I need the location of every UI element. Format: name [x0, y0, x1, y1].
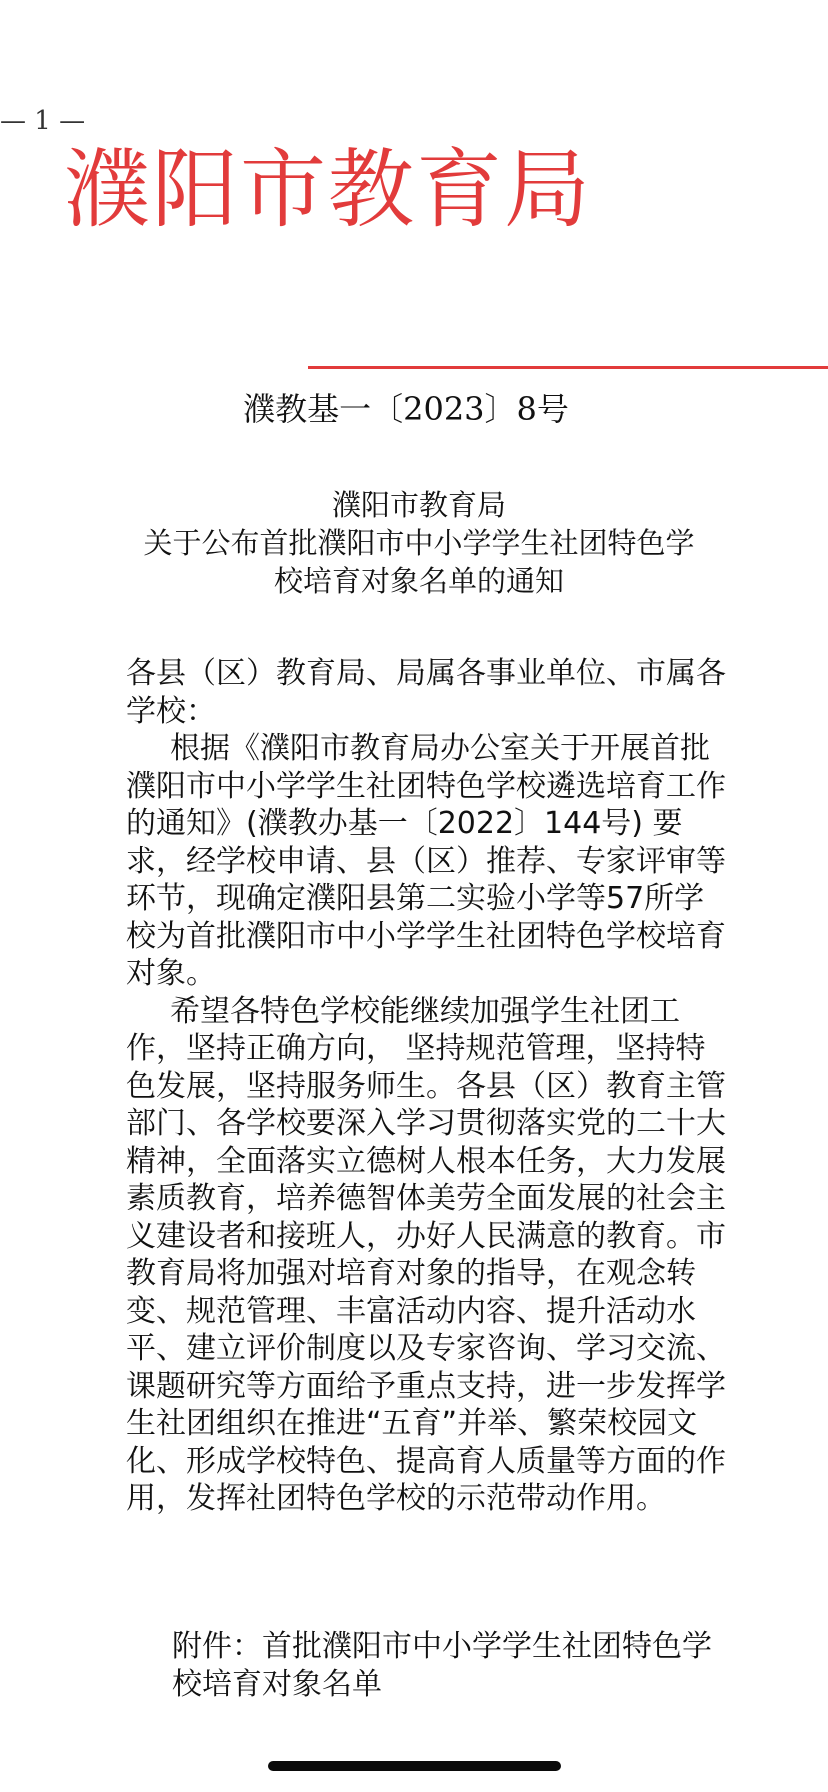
- salutation: 各县（区）教育局、局属各事业单位、市属各学校：: [126, 656, 726, 729]
- title-line-3: 校培育对象名单的通知: [273, 564, 564, 598]
- document-title: [114, 486, 724, 600]
- body-paragraph-2: 希望各特色学校能继续加强学生社团工作，坚持正确方向， 坚持规范管理，坚持特色发展，坚持服务师生。各县（区）教育主管部门、各学校要深入学习贯彻落实党的二十大精神，全面落实立德树人根本任务，大力发展素质教育，培养德智体美劳全面发展的社会主义建设者和接班人，办好人民满意的教育。市教育局将加强对培育对象的指导，在观念转变、规范管理、丰富活动内容、提升活动水平、建立评价制度以及专家咨询、学习交流、课题研究等方面给予重点支持，进一步发挥学生社团组织在推进“五育”并举、繁荣校园文化、形成学校特色、提高育人质量等方面的作用，发挥社团特色学校的示范带动作用。: [126, 993, 726, 1516]
- red-divider-line: [308, 366, 828, 369]
- title-line-1: 濮阳市教育局: [331, 488, 506, 522]
- masthead-title: 濮阳市教育局: [64, 140, 592, 240]
- document-body: [126, 655, 732, 1518]
- document-number-text: 濮教基一〔2023〕8号: [243, 390, 569, 428]
- attachment-note: 附件：首批濮阳市中小学学生社团特色学校培育对象名单: [172, 1629, 712, 1702]
- body-paragraph-1: 根据《濮阳市教育局办公室关于开展首批濮阳市中小学学生社团特色学校遴选培育工作的通知》(濮教办基一〔2022〕144号) 要求，经学校申请、县（区）推荐、专家评审等环节，现确定濮阳县第二实验小学等57所学校为首批濮阳市中小学学生社团特色学校培育对象。: [126, 731, 726, 991]
- document-number: [0, 386, 828, 432]
- title-line-2: 关于公布首批濮阳市中小学学生社团特色学: [143, 526, 695, 560]
- page-number: — 1 —: [0, 106, 86, 136]
- home-indicator-bar[interactable]: [268, 1761, 561, 1771]
